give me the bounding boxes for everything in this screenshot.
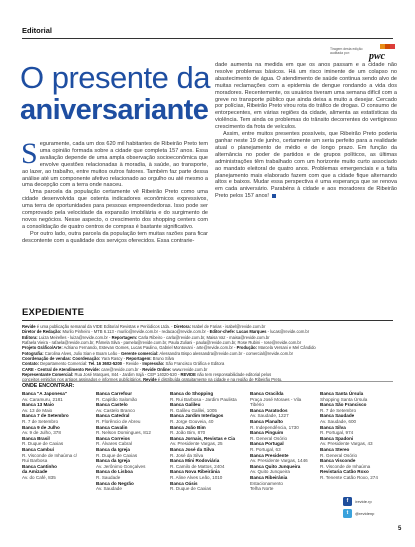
newsstand-name: Banca 9 de Julho [22, 424, 60, 430]
newsstand-address: Rui Barbosa [22, 458, 48, 464]
expediente-segment: Fotografia: [22, 350, 44, 356]
article-paragraph: Uma parcela da população certamente vê Ribeirão Preto como uma cidade desenvolvida que ostenta indicadores econômicos expressivos, uma terra de oportunidades para pessoas empreendedoras. Isso pode ser comprovado pela velocidade da expansão imobiliária e do surgimento de novos negócios. Nesse aspecto, o crescimento dos shopping centers com a consolidação de quatro centros de compras é bastante significativo. [22, 189, 208, 230]
newsstand-name: Banca Cambuí [22, 446, 54, 452]
newsstand-address: R. João Bim, 870 [170, 430, 206, 436]
expediente-segment: Revide [143, 377, 157, 383]
newsstand-address: Av. Caramuru, 2181 [22, 396, 63, 402]
pwc-text: pwc [369, 51, 386, 62]
article-paragraph [21, 137, 208, 189]
expediente-segment: São Francisco Gráfica e Editora [164, 361, 225, 367]
expediente-segment: care@revide.com.br - [100, 366, 143, 372]
newsstand-address: Praça José Moraes - Vila [250, 396, 302, 402]
newsstand-address: Av. do Café, 835 [22, 474, 56, 480]
onde-divider [22, 381, 393, 382]
newsstand-name: Banca João Bim [170, 424, 206, 430]
newsstand-name: Banca Spadoni [320, 435, 354, 441]
newsstand-address: R. Tenente Catão Roxo, 274 [320, 474, 378, 480]
newsstand-address: R. Capitão Salomão [96, 396, 138, 402]
newsstand-address: Estacionamento [250, 480, 283, 486]
expediente-segment: Projeto Gráfico/Arte: [22, 345, 63, 351]
newsstand-address: R. Portugal, 974 [320, 430, 354, 436]
expediente-segment: Editor-chefe: [209, 329, 236, 335]
social-links [343, 497, 403, 521]
expediente-segment: Produção: [236, 345, 258, 351]
expediente-segment: Lucas Marques [236, 329, 267, 335]
expediente-segment: Carolina Alves, Julio Sian e Boam Leão - [43, 350, 121, 356]
expediente-segment: Contato: [22, 361, 40, 367]
newsstand-address: R. Galileu Galilei, 1005 [170, 407, 217, 413]
newsstand-address: Av. Jerônimo Gonçalves [96, 463, 146, 469]
onde-title: ONDE ENCONTRAR: [22, 383, 75, 389]
newsstand-name: Banca Cavalin [96, 424, 128, 430]
newsstand-name: Banca Saudade [320, 413, 355, 419]
section-label: Editorial [22, 26, 53, 35]
newsstand-name: Banca da Igreja [96, 446, 130, 452]
newsstand-address: R. General Osório [250, 435, 288, 441]
newsstand-name: Banca do Lisboa [96, 469, 133, 475]
newsstand-name: da Amizade [22, 469, 48, 475]
expediente-segment: Coordenação: [72, 356, 101, 362]
facebook-icon: f [343, 497, 352, 506]
newsstand-name: Banca Cantinho [22, 463, 57, 469]
expediente-segment: www.revide.com.br [171, 366, 208, 372]
article-column-2 [215, 62, 397, 200]
newsstand-name: Banca Correios [96, 435, 130, 441]
newsstand-name: Banca Santa Úrsula [320, 391, 364, 396]
expediente-segment: Reportagem: [111, 334, 138, 340]
newsstand-address: Av. Saudade, 600 [320, 418, 357, 424]
expediente-divider [22, 320, 393, 321]
expediente-segment: Luiza Meirelles - luiza@revide.com.br - [37, 334, 112, 340]
newsstand-name: Banca Stereo [320, 446, 350, 452]
expediente-segment: Murilo Pinheiro - MTB 6.113 - murilo@revide.com.br - redacao@revide.com.br - [61, 329, 210, 335]
facebook-link[interactable] [343, 497, 403, 506]
newsstand-name: Banca Visconde [320, 458, 356, 464]
expediente-segment: é uma publicação semanal da VIDE Editorial Revistas e Periódicos Ltda. - [35, 324, 174, 329]
newsstand-address: R. Nelson Domingues, 812 [96, 430, 151, 436]
newsstand-address: R. Aline Alves Leão, 1010 [170, 474, 223, 480]
newsstand-address: R. Independência, 1730 [250, 424, 299, 430]
newsstand-name: Banca Castelo [96, 402, 128, 408]
newsstand-address: R. Duque de Caxias [22, 441, 64, 447]
newsstand-address: Av. Presidente Vargas, 25 [170, 441, 223, 447]
article-column-1 [21, 137, 208, 245]
newsstand-name: Banca Portugal [250, 441, 284, 447]
newsstand-address: R. Florêncio de Abreu [96, 418, 141, 424]
newsstand-name: Banca do Shopping [170, 391, 214, 396]
newsstand-address: Av. Saudade [96, 486, 122, 492]
onde-column [250, 391, 308, 492]
expediente-segment: Carla Ribeiro - carla@revide.com.br, Maisa Vaz - maisa@revide.com.br [137, 334, 270, 340]
twitter-link[interactable] [343, 509, 403, 518]
newsstand-address: R. José da Silva [170, 452, 204, 458]
article-paragraph: dade aumenta na medida em que os anos passam e a cidade não resolve problemas básicos. Há um risco iminente de um colapso no abastecimento de água. O atendimento de saúde continua sendo alvo de muitas reclamações com a epidemia de dengue rondando a vida dos moradores. Recentemente, os usuários tiveram uma semana difícil com a greve no transporte público que ainda deixa a muito a desejar. Cercado por polícias, Ribeirão Preto virou rota do tráfico de drogas. O consumo de entorpecentes, em várias regiões da cidade, alimenta as estatísticas da violência. Tem ainda os problemas do trânsito decorrentes do vertiginoso crescimento da frota de veículos. [215, 62, 397, 131]
expediente-segment: Alessandra Bispo alessandra@revide.com.br - comercial@revide.com.br [158, 350, 294, 356]
expediente-segment: Departamento Comercial: [39, 361, 89, 367]
top-divider [22, 38, 393, 39]
article-paragraph: Por outro lado, outra parcela da população tem muitas razões para ficar descontente com a qualidade dos serviços oferecidos. Essa contrarie- [22, 230, 208, 244]
newsstand-address: Shopping Santa Úrsula [320, 396, 368, 402]
expediente-segment: Diretor de Redação: [22, 329, 62, 335]
newsstand-address: R. Camilo de Mattos, 2404 [170, 463, 225, 469]
expediente-segment: conceitos emitidos nos artigos assinados e informes publicitários. [22, 377, 144, 383]
newsstand-address: Av. 13 de Maio [22, 407, 53, 413]
paragraph-text: eguramente, cada um dos 620 mil habitantes de Ribeirão Preto tem uma opinião formada sobre a cidade que completa 157 anos. Essa avaliação depende de uma ampla observação socioeconômica que envolve questões relacionadas à moradia, à saúde, ao transporte, ao lazer, ao trabalho, entre muitos outros fatores. Também faz parte dessa análise até um componente afetivo relacionado ao orgulho ou até mesmo a uma decepção com a terra onde nasceu. [22, 141, 208, 189]
article-title-line1: O presente da [20, 60, 210, 95]
newsstand-address: R. 7 de Setembro [320, 407, 357, 413]
expediente-title: EXPEDIENTE [22, 307, 85, 318]
newsstand-name: Banca Brasil [22, 435, 50, 441]
expediente-segment: Bruno Silva [151, 356, 174, 362]
newsstand-name: Banca José da Silva [170, 446, 215, 452]
newsstand-name: Banca Catedral [96, 413, 130, 419]
newsstand-address: R. Visconde de Inhaúma c/ [22, 452, 78, 458]
article-title-line2: aniversariante [20, 94, 209, 126]
newsstand-name: Banca Nova Ribeirânia [170, 469, 220, 475]
expediente-segment: Impressão: [142, 361, 165, 367]
twitter-icon: t [343, 509, 352, 518]
end-mark-icon [272, 194, 277, 199]
newsstand-address: Av. Presidente Vargas, 1446 [250, 458, 308, 464]
page-number: 5 [398, 526, 402, 532]
newsstand-address: Telha Norte [250, 486, 274, 492]
newsstand-name: Banca Oásis [170, 480, 198, 486]
newsstand-address: R. Jorge Gouveia, 40 [170, 418, 214, 424]
newsstand-address: R. Duque de Caxias [170, 486, 212, 492]
paragraph-text: Assim, entre muitos presentes possíveis, que Ribeirão Preto poderia ganhar neste 19 de junho, certamente um seria perfeito para a realidade atual o planejamento de médio e de longo prazo. Em função da alternância no poder de partidos e de grupos políticos, as últimas administrações têm trabalhado com um horizonte muito curto associado ao mandato eleitoral de quatro anos. Problemas emergenciais e a falta planejamento mais elaborado fazem com que a cidade fique alternando altos e baixos. Mudar essa perspectiva é uma esperança que se renova em cada aniversário. Parabéns à cidade e aos moradores de Ribeirão Preto pelos 157 anos! [215, 131, 397, 200]
onde-column [22, 391, 77, 481]
expediente-segment: Editora: [22, 334, 38, 340]
expediente-segment: Tel. 16 3602-5200 [88, 361, 123, 367]
expediente-segment: é distribuída gratuitamente na cidade e na região de Ribeirão Preto. [156, 377, 283, 383]
twitter-handle: @revidenp [355, 511, 375, 516]
newsstand-address: R. Rui Barbosa - Jardim Paulista [170, 396, 237, 402]
expediente-segment: - lucas@revide.com.br [266, 329, 310, 335]
expediente-text [22, 324, 397, 383]
newsstand-address: Av. Saudade, 1227 [250, 413, 289, 419]
expediente-segment: Gerente comercial: [120, 350, 159, 356]
expediente-segment: não tem responsabilidade editorial pelos [195, 372, 272, 378]
onde-column [170, 391, 237, 492]
newsstand-name: Banca Silva [320, 424, 346, 430]
newsstand-address: R. Portugal, 63 [250, 446, 281, 452]
newsstand-name: Banca 7 de Setembro [22, 413, 69, 419]
expediente-segment: - Revide - [122, 361, 143, 367]
onde-column [320, 391, 378, 481]
dropcap: S [21, 137, 38, 170]
audit-logo-area [330, 44, 400, 64]
expediente-segment: Revide Online: [142, 366, 172, 372]
newsstand-name: Banca Quito Junqueira [250, 463, 301, 469]
newsstand-address: R. General Osório [320, 452, 358, 458]
expediente-segment: Representante Comercial: [22, 372, 74, 378]
newsstand-name: Banca 13 Maio [22, 402, 54, 408]
article-paragraph [215, 131, 397, 200]
newsstand-name: Banca Paratodos [250, 407, 288, 413]
facebook-handle: /revide.rp [355, 499, 372, 504]
newsstand-address: R. Duque de Caxias [96, 452, 138, 458]
newsstand-address: R. 7 de Setembro [22, 418, 59, 424]
expediente-segment: Coordenação de vendas: [22, 356, 72, 362]
newsstand-address: Tibério [250, 402, 264, 408]
expediente-segment: Diretora: [173, 324, 191, 329]
newsstand-address: Av. Castelo Branco [96, 407, 135, 413]
newsstand-address: R. Visconde de Inhaúma [320, 463, 371, 469]
expediente-segment: CARE - Central de Atendimento Revide: [22, 366, 101, 372]
newsstand-name: Banca Galileu [170, 402, 201, 408]
expediente-segment: Reportagem: [126, 356, 152, 362]
newsstand-address: Av. Presidente Vargas, 43 [320, 441, 373, 447]
expediente-segment: Rua José Marques, 844 - Jardim Irajá - CEP 14020-520 - [73, 372, 181, 378]
expediente-segment: REVIDE [180, 372, 196, 378]
newsstand-name: Banca São Francisco [320, 402, 367, 408]
pwc-logo [367, 44, 399, 62]
newsstand-name: Banca Pinguim [250, 430, 284, 436]
newsstand-name: Banca "A Japonesa" [22, 391, 68, 396]
audit-caption: Tiragem desta edição auditada por: [330, 47, 363, 55]
newsstand-name: Banca Presidente [250, 452, 289, 458]
newsstand-name: Banca Oracilda [250, 391, 284, 396]
newsstand-address: R. Saudade [96, 474, 121, 480]
expediente-segment: Isabel de Farias - isabel@revide.com.br [190, 324, 266, 329]
newsstand-name: Banca Jardim Interlagos [170, 413, 224, 419]
expediente-segment: Rafaela Vieira - rafaela@revide.com.br, Pâmela Silva - pamela@revide.com.br, Paula Zuliani - paula@revide.com.br, Rose Rubini - rose@revide.com.br [22, 340, 302, 346]
newsstand-name: Banca da Igreja [96, 458, 130, 464]
newsstand-address: R. Álvares Cabral [96, 441, 132, 447]
newsstand-name: Banca Jornais, Revistas e Cia [170, 435, 236, 441]
newsstand-name: Banca Mini Rodoviária [170, 458, 220, 464]
expediente-segment: Yara Rascy - [100, 356, 127, 362]
newsstand-address: Av. Quito Junqueira [250, 469, 290, 475]
newsstand-address: Av. 9 de Julho, 378 [22, 430, 61, 436]
newsstand-name: Banca Carrefour [96, 391, 132, 396]
newsstand-name: Banca Ribeirânia [250, 474, 288, 480]
newsstand-name: Revistaria Catão Roxo [320, 469, 369, 475]
onde-column [96, 391, 151, 492]
newsstand-name: Banca Planalto [250, 418, 283, 424]
expediente-segment: Revide [22, 324, 36, 329]
newsstand-name: Banca do Negrão [96, 480, 134, 486]
expediente-segment: Marcela Versani e Mel Cândido [257, 345, 316, 351]
expediente-segment: Adriano Fernando, Estevan Gomes, Lucas Paulino, Gabriel Montovani - arte@revide.com.br - [62, 345, 237, 351]
